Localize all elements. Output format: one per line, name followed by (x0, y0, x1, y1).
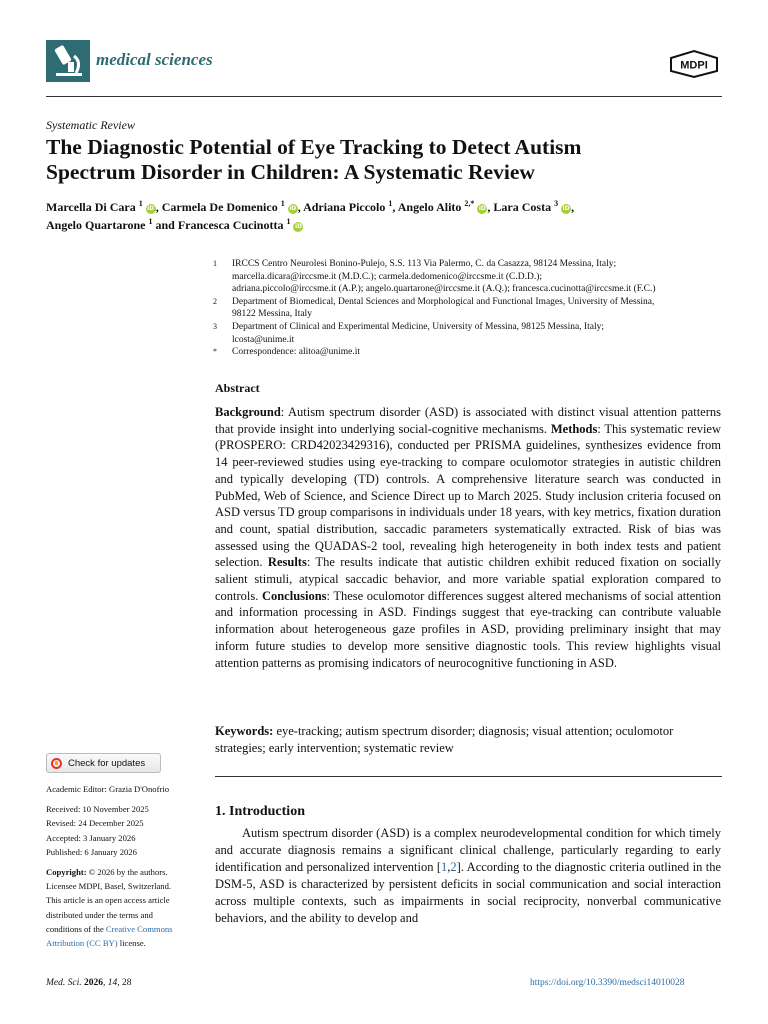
license-suffix: license. (117, 938, 146, 949)
received-date: Received: 10 November 2025 (46, 804, 149, 815)
license-line: This article is an open access article (46, 895, 170, 906)
author-name: Carmela De Domenico (161, 200, 278, 214)
author-name: Lara Costa (493, 200, 552, 214)
author-name: Adriana Piccolo (303, 200, 386, 214)
affiliation-line: adriana.piccolo@irccsme.it (A.P.); angelo.quartarone@irccsme.it (A.Q.); francesca.cucinotta@irccsme.it (F.C.) (232, 284, 656, 295)
title-line-2: Spectrum Disorder in Children: A Systematic Review (46, 160, 535, 184)
intro-text-part: Autism spectrum disorder (ASD) is a complex neurodevelopmental condition for which timely and accurate diagnosis remains a significant clinical challenge, particularly regarding to early identification and personalized intervention [ (215, 826, 721, 874)
affiliation-line: 98122 Messina, Italy (232, 309, 312, 320)
affiliation-item (213, 346, 723, 359)
published-date: Published: 6 January 2026 (46, 846, 137, 857)
author-affiliation-mark: 1 (280, 199, 285, 208)
abstract-results-label: Results (267, 555, 307, 570)
revised-date: Revised: 24 December 2025 (46, 818, 144, 829)
abstract-conclusions-label: Conclusions (261, 588, 327, 603)
affiliation-mark: * (213, 347, 217, 357)
license-line (46, 922, 206, 936)
citation-separator: , (447, 860, 451, 874)
affiliation-mark: 3 (213, 321, 217, 331)
copyright-line (46, 865, 206, 879)
orcid-icon[interactable]: iD (294, 223, 302, 230)
affiliation-line: marcella.dicara@irccsme.it (M.D.C.); carmela.dedomenico@irccsme.it (C.D.D.); (232, 271, 543, 282)
copyright-label: Copyright: (46, 867, 87, 878)
footer-journal-abbr: Med. Sci. (46, 978, 82, 988)
accepted-date: Accepted: 3 January 2026 (46, 832, 136, 843)
abstract-background-label: Background (215, 405, 281, 419)
publisher-logo-icon (667, 49, 721, 79)
author-name: Francesca Cucinotta (177, 218, 284, 232)
introduction-heading: 1. Introduction (215, 804, 305, 819)
footer-volume: 14 (107, 978, 118, 988)
abstract-methods-label: Methods (550, 421, 598, 436)
section-divider (215, 776, 722, 777)
article-info-sidebar (46, 782, 206, 950)
affiliation-line: Correspondence: alitoa@unime.it (232, 347, 360, 358)
affiliation-item (213, 296, 723, 321)
abstract-conclusions-text: : These oculomotor differences suggest altered mechanisms of social attention and information processing in ASD. Findings suggest that eye-tracking can contribute valuable information about heterogeneous gaze profiles in ASD, providing preliminary insight that may inform future studies to develop more sensitive diagnostic tools. This review highlights visual attention patterns as promising indicators of neurocognitive functioning in ASD. (215, 588, 721, 670)
journal-logo-icon (46, 40, 90, 82)
abstract-methods-text: : This systematic review (PROSPERO: CRD42023429316), conducted per PRISMA guidelines, synthesizes evidence from 14 peer-reviewed studies using eye-tracking to compare oculomotor strategies in autistic children and typically developing (TD) controls. A comprehensive literature search was conducted in PubMed, Web of Science, and Science Direct up to March 2025. Study inclusion criteria focused on ASD versus TD group comparisons in individuals under 18 years, with key metrics, fixation duration and count, spatial distribution, saccadic parameters systematically extracted. Risk of bias was assessed using the QUADAS-2 tool, revealing high heterogeneity in both index tests and patient selection. (215, 421, 721, 570)
author-affiliation-mark: 1 (148, 217, 153, 226)
affiliation-line: lcosta@unime.it (232, 334, 295, 345)
author-affiliation-mark: 1 (138, 199, 143, 208)
conditions-prefix: conditions of the (46, 923, 106, 934)
citation-link[interactable]: 1 (441, 860, 448, 874)
check-updates-icon (51, 758, 62, 769)
keywords-text: eye-tracking; autism spectrum disorder; diagnosis; visual attention; oculomotor strategies; early intervention; systematic review (215, 724, 674, 755)
orcid-icon[interactable]: iD (147, 205, 155, 212)
intro-text-part: ]. According to the diagnostic criteria outlined in the DSM-5, ASD is characterized by persistent deficits in social communication and social interaction across multiple contexts, such as impairments in social reciprocity, nonverbal communicative behaviors, and the ability to develop and (215, 860, 721, 925)
footer-citation: Med. Sci. 2026, 14, 28 (46, 978, 132, 988)
author-affiliation-mark: 3 (554, 199, 559, 208)
academic-editor: Academic Editor: Grazia D'Onofrio (46, 784, 170, 794)
author-name: Angelo Quartarone (46, 218, 146, 232)
license-line: Licensee MDPI, Basel, Switzerland. (46, 881, 172, 892)
article-type: Systematic Review (46, 118, 135, 132)
creative-commons-link[interactable]: Creative Commons (105, 923, 173, 934)
orcid-icon[interactable]: iD (562, 205, 570, 212)
author-name: Angelo Alito (397, 200, 462, 214)
author-affiliation-mark: 1 (388, 199, 393, 208)
abstract-background-text: : Autism spectrum disorder (ASD) is associated with distinct visual attention patterns that provide insight into underlying social-cognitive mechanisms. (215, 405, 721, 436)
orcid-icon[interactable]: iD (478, 205, 486, 212)
check-for-updates-button[interactable] (46, 753, 161, 773)
keywords-label: Keywords: (215, 724, 274, 738)
author-list: Marcella Di Cara $^1$ iD, Carmela De Domenico $^1$ iD, Adriana Piccolo $^1$, Angelo Alito $^{2,*}$ iD, Lara Costa $^3$ iD, Angelo Quartarone $^1$ and Francesca Cucinotta $^1$ iD (46, 199, 575, 232)
footer-year: 2026 (84, 978, 103, 988)
affiliation-line: Department of Clinical and Experimental Medicine, University of Messina, 98125 Messina, Italy; (232, 321, 604, 332)
check-updates-label: Check for updates (68, 757, 146, 769)
affiliations (213, 258, 723, 359)
abstract-results-text: : The results indicate that autistic children exhibit reduced fixation on socially salient stimuli, atypical saccadic behavior, and more variable spatial exploration compared to controls. (215, 555, 721, 603)
title-line-1: The Diagnostic Potential of Eye Tracking to Detect Autism (46, 135, 582, 159)
orcid-icon[interactable]: iD (289, 205, 297, 212)
affiliation-item (213, 321, 723, 346)
journal-name: medical sciences (96, 50, 213, 69)
keywords (215, 723, 721, 756)
cc-by-link[interactable]: Attribution (CC BY) (46, 938, 118, 949)
affiliation-line: Department of Biomedical, Dental Sciences and Morphological and Functional Images, University of Messina, (232, 296, 655, 307)
introduction-paragraph (215, 825, 721, 927)
doi-link[interactable]: https://doi.org/10.3390/medsci14010028 (530, 978, 685, 988)
author-affiliation-mark: 2,* (464, 199, 475, 208)
footer-article-number: 28 (122, 978, 132, 988)
license-line (46, 936, 206, 950)
affiliation-line: IRCCS Centro Neurolesi Bonino-Pulejo, S.S. 113 Via Palermo, C. da Casazza, 98124 Messina, Italy; (232, 259, 617, 269)
author-conjunction: and (155, 218, 175, 232)
header-divider (46, 96, 722, 97)
author-affiliation-mark: 1 (286, 217, 291, 226)
license-line: distributed under the terms and (46, 909, 153, 920)
citation-link[interactable]: 2 (450, 860, 457, 874)
affiliation-mark: 1 (213, 259, 217, 268)
copyright-text: © 2026 by the authors. (86, 867, 168, 878)
abstract-body (215, 404, 721, 671)
affiliation-item (213, 258, 723, 296)
publisher-name: MDPI (680, 59, 708, 72)
author-name: Marcella Di Cara (46, 200, 136, 214)
abstract-heading: Abstract (215, 381, 260, 395)
article-title (46, 135, 722, 185)
affiliation-mark: 2 (213, 296, 217, 306)
